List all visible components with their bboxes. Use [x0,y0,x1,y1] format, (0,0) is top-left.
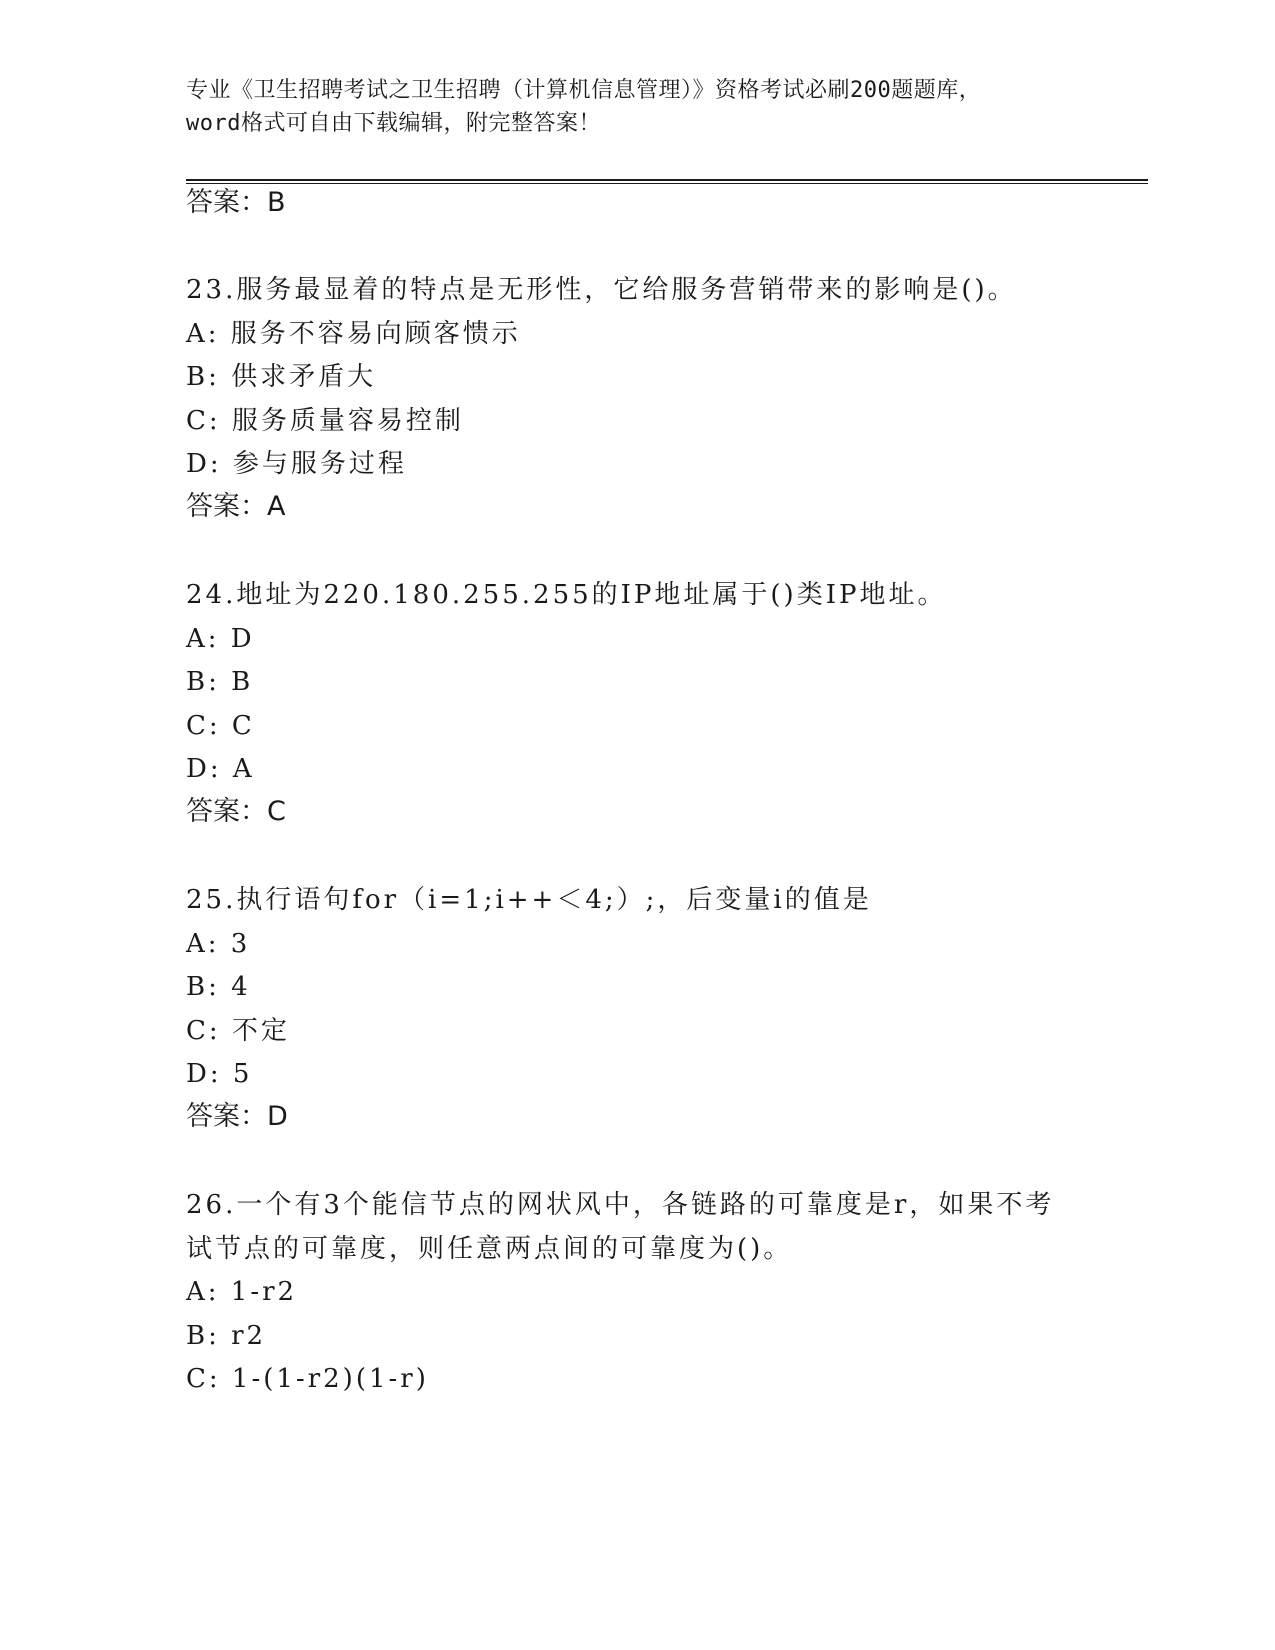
option-a: A: 1-r2 [186,1277,298,1307]
header-line-1: 专业《卫生招聘考试之卫生招聘（计算机信息管理）》资格考试必刷200题题库， [186,78,982,103]
answer-line: 答案：B [186,187,286,218]
question-stem: 26.一个有3个能信节点的网状风中，各链路的可靠度是r，如果不考 [186,1190,1055,1220]
document-header [186,74,981,140]
option-b: B: 供求矛盾大 [186,362,377,392]
answer-line: 答案：A [186,491,286,522]
option-d: D: A [186,754,255,784]
option-b: B: r2 [186,1321,267,1351]
question-stem: 25.执行语句for（i=1;i++＜4;）;，后变量i的值是 [186,885,872,915]
header-line-2: word格式可自由下载编辑，附完整答案！ [186,111,601,136]
option-a: A: 服务不容易向顾客愦示 [186,319,521,349]
option-a: A: 3 [186,929,251,959]
question-stem: 23.服务最显着的特点是无形性，它给服务营销带来的影响是()。 [186,275,1017,305]
answer-line: 答案：D [186,1101,288,1132]
option-b: B: 4 [186,972,251,1002]
option-c: C: 不定 [186,1016,290,1046]
answer-line: 答案：C [186,796,286,827]
question-stem-continued: 试节点的可靠度，则任意两点间的可靠度为()。 [186,1234,793,1264]
option-b: B: B [186,667,254,697]
option-c: C: C [186,711,255,741]
option-d: D: 参与服务过程 [186,449,407,479]
question-stem: 24.地址为220.180.255.255的IP地址属于()类IP地址。 [186,580,947,610]
option-a: A: D [186,624,255,654]
option-c: C: 服务质量容易控制 [186,406,464,436]
option-c: C: 1-(1-r2)(1-r) [186,1364,429,1394]
header-divider [186,179,1148,184]
option-d: D: 5 [186,1059,253,1089]
